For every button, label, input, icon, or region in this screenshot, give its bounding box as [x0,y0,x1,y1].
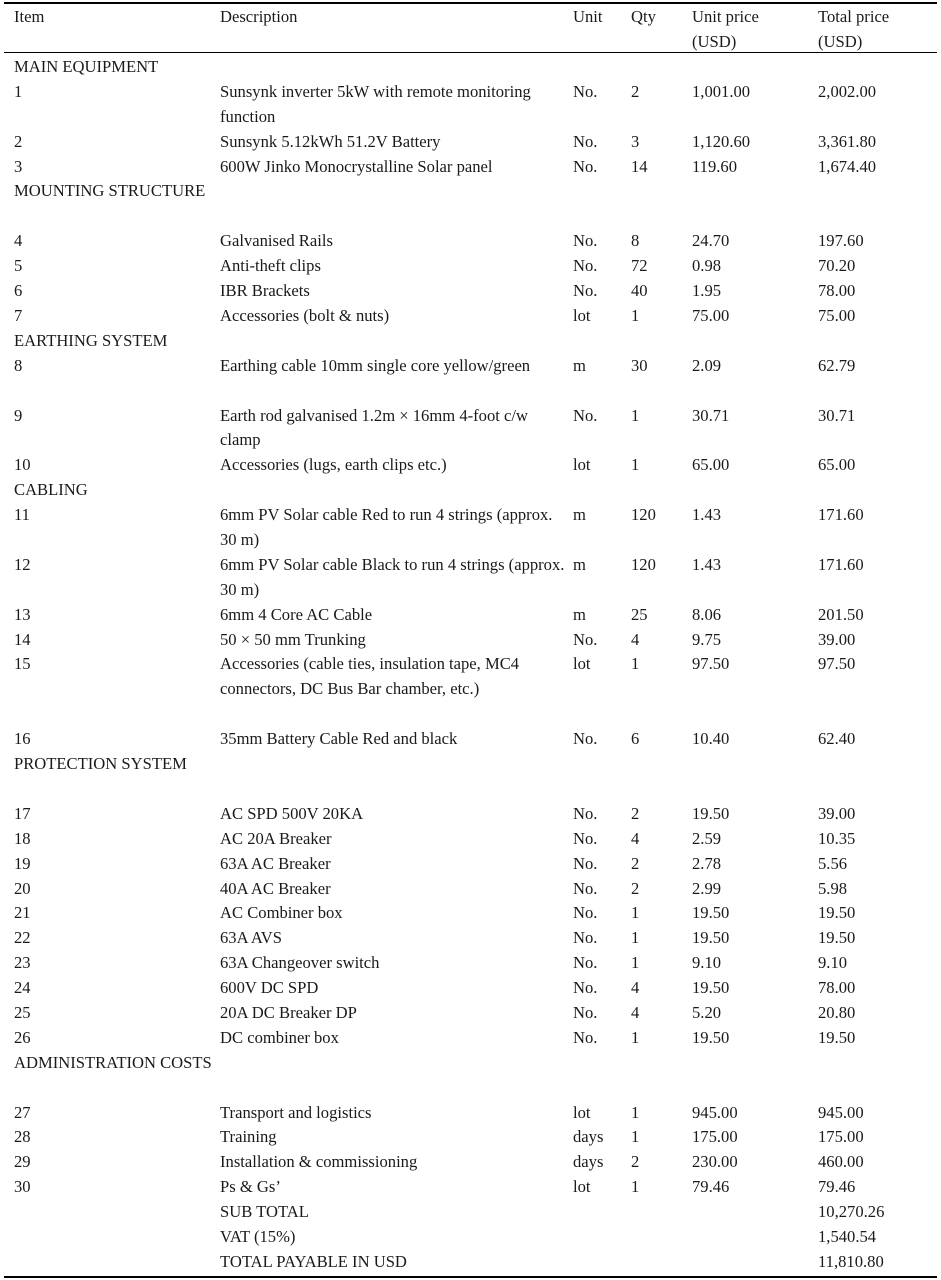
table-row [0,603,941,628]
item-qty: 2 [631,853,640,873]
item-number: 21 [14,903,31,923]
item-unit-price: 119.60 [692,156,738,176]
table-row [0,1125,941,1150]
item-number: 22 [14,928,31,948]
item-qty: 1 [631,1127,640,1147]
item-description: 63A AC Breaker [220,853,331,873]
item-total-price: 39.00 [818,629,856,649]
header-description: Description [220,7,298,26]
item-unit-price: 0.98 [692,256,722,276]
header-unit-price-line1: Unit price [692,7,759,26]
section-header-row [0,478,941,503]
item-qty: 120 [631,554,656,574]
item-total-price: 171.60 [818,505,864,525]
item-unit: No. [573,256,598,276]
item-unit-price: 1.43 [692,554,722,574]
table-row [0,453,941,478]
item-total-price: 10.35 [818,828,856,848]
item-total-price: 20.80 [818,1002,856,1022]
item-number: 20 [14,878,31,898]
item-description: 600W Jinko Monocrystalline Solar panel [220,156,493,176]
item-total-price: 97.50 [818,654,856,674]
total-row [0,1250,941,1275]
table-row [0,404,941,454]
item-number: 18 [14,828,31,848]
item-unit: lot [573,1177,591,1197]
item-unit-price: 10.40 [692,729,730,749]
table-row [0,553,941,603]
item-description: Ps & Gs’ [220,1177,281,1197]
table-row [0,503,941,553]
item-unit: No. [573,853,598,873]
item-unit: No. [573,156,598,176]
item-unit: No. [573,729,598,749]
item-unit: No. [573,828,598,848]
item-number: 26 [14,1027,31,1047]
item-qty: 1 [631,455,640,475]
item-qty: 2 [631,803,640,823]
item-qty: 8 [631,231,640,251]
item-number: 24 [14,978,31,998]
item-unit-price: 5.20 [692,1002,722,1022]
item-description: AC SPD 500V 20KA [220,803,364,823]
item-number: 11 [14,505,30,525]
item-qty: 4 [631,1002,640,1022]
item-number: 19 [14,853,31,873]
item-description: 6mm 4 Core AC Cable [220,604,373,624]
item-unit-price: 1,120.60 [692,131,751,151]
item-total-price: 171.60 [818,554,864,574]
item-unit: No. [573,903,598,923]
header-unit-price [692,5,759,54]
item-number: 7 [14,305,23,325]
item-total-price: 5.98 [818,878,848,898]
table-body [0,55,941,1275]
item-unit-price: 19.50 [692,928,730,948]
item-number: 10 [14,455,31,475]
item-total-price: 2,002.00 [818,81,877,101]
item-qty: 1 [631,405,640,425]
item-total-price: 3,361.80 [818,131,877,151]
table-header-row [0,4,941,52]
item-description: Accessories (lugs, earth clips etc.) [220,455,447,475]
item-total-price: 75.00 [818,305,856,325]
table-row [0,279,941,304]
item-unit-price: 2.59 [692,828,722,848]
item-total-price: 1,674.40 [818,156,877,176]
section-title: MOUNTING STRUCTURE [14,181,206,201]
item-unit-price: 230.00 [692,1152,738,1172]
item-number: 6 [14,281,23,301]
item-unit-price: 2.99 [692,878,722,898]
item-unit-price: 97.50 [692,654,730,674]
item-qty: 4 [631,978,640,998]
item-total-price: 19.50 [818,903,856,923]
item-description: 63A AVS [220,928,282,948]
item-description: 6mm PV Solar cable Black to run 4 strings (approx. 30 m) [220,554,565,599]
item-description: Anti-theft clips [220,256,321,276]
item-total-price: 9.10 [818,953,848,973]
item-unit-price: 175.00 [692,1127,738,1147]
item-unit: No. [573,803,598,823]
item-unit-price: 2.09 [692,355,722,375]
item-qty: 2 [631,878,640,898]
item-description: AC Combiner box [220,903,343,923]
item-number: 25 [14,1002,31,1022]
item-total-price: 62.40 [818,729,856,749]
item-number: 16 [14,729,31,749]
item-total-price: 70.20 [818,256,856,276]
table-row [0,827,941,852]
item-unit-price: 30.71 [692,405,730,425]
item-unit-price: 1,001.00 [692,81,751,101]
item-unit: No. [573,281,598,301]
item-unit-price: 79.46 [692,1177,730,1197]
table-row [0,1001,941,1026]
item-unit-price: 945.00 [692,1102,738,1122]
item-description: Accessories (bolt & nuts) [220,305,390,325]
table-row [0,130,941,155]
item-unit: days [573,1152,604,1172]
item-qty: 30 [631,355,648,375]
item-unit: No. [573,629,598,649]
table-row [0,1101,941,1126]
item-description: Transport and logistics [220,1102,372,1122]
item-number: 12 [14,554,31,574]
item-number: 2 [14,131,23,151]
item-number: 3 [14,156,23,176]
table-row [0,354,941,404]
item-total-price: 5.56 [818,853,848,873]
item-number: 13 [14,604,31,624]
item-unit: No. [573,131,598,151]
table-row [0,976,941,1001]
item-number: 27 [14,1102,31,1122]
section-title: CABLING [14,480,88,500]
section-header-row [0,55,941,80]
item-description: 63A Changeover switch [220,953,380,973]
item-qty: 1 [631,1102,640,1122]
header-total-price-line1: Total price [818,7,890,26]
item-unit-price: 19.50 [692,978,730,998]
item-unit: No. [573,1002,598,1022]
table-row [0,1150,941,1175]
item-unit-price: 19.50 [692,903,730,923]
section-header-row [0,752,941,802]
item-unit-price: 24.70 [692,231,730,251]
item-qty: 2 [631,1152,640,1172]
item-description: Training [220,1127,277,1147]
item-description: Earth rod galvanised 1.2m × 16mm 4-foot c/w clamp [220,405,528,450]
item-total-price: 175.00 [818,1127,864,1147]
header-bottom-rule [4,52,937,53]
item-unit-price: 75.00 [692,305,730,325]
item-total-price: 65.00 [818,455,856,475]
item-qty: 6 [631,729,640,749]
item-description: IBR Brackets [220,281,310,301]
item-unit: m [573,355,586,375]
table-row [0,926,941,951]
item-description: DC combiner box [220,1027,339,1047]
table-row [0,1026,941,1051]
item-total-price: 30.71 [818,405,856,425]
item-qty: 1 [631,654,640,674]
item-description: 600V DC SPD [220,978,319,998]
item-number: 1 [14,81,23,101]
item-unit-price: 19.50 [692,1027,730,1047]
item-description: 20A DC Breaker DP [220,1002,357,1022]
item-qty: 1 [631,305,640,325]
item-total-price: 19.50 [818,1027,856,1047]
item-total-price: 79.46 [818,1177,856,1197]
item-number: 29 [14,1152,31,1172]
total-row [0,1225,941,1250]
item-unit: No. [573,878,598,898]
item-number: 4 [14,231,23,251]
item-number: 23 [14,953,31,973]
header-qty: Qty [631,7,656,26]
table-row [0,877,941,902]
header-total-price-line2: (USD) [818,31,863,51]
item-description: Installation & commissioning [220,1152,418,1172]
item-qty: 1 [631,928,640,948]
item-unit-price: 9.75 [692,629,722,649]
item-total-price: 62.79 [818,355,856,375]
table-row [0,155,941,180]
item-number: 9 [14,405,23,425]
table-bottom-rule [4,1276,937,1278]
item-unit: No. [573,1027,598,1047]
item-qty: 4 [631,828,640,848]
item-unit: m [573,505,586,525]
section-header-row [0,179,941,229]
table-row [0,652,941,727]
item-unit: m [573,604,586,624]
item-number: 17 [14,803,31,823]
table-row [0,727,941,752]
item-total-price: 945.00 [818,1102,864,1122]
item-total-price: 460.00 [818,1152,864,1172]
item-unit: lot [573,1102,591,1122]
item-description: 35mm Battery Cable Red and black [220,729,458,749]
item-description: AC 20A Breaker [220,828,332,848]
item-number: 15 [14,654,31,674]
item-number: 30 [14,1177,31,1197]
item-qty: 3 [631,131,640,151]
item-unit-price: 9.10 [692,953,722,973]
item-qty: 72 [631,256,648,276]
item-qty: 25 [631,604,648,624]
item-unit-price: 19.50 [692,803,730,823]
section-title: EARTHING SYSTEM [14,330,168,350]
item-total-price: 78.00 [818,978,856,998]
total-row [0,1200,941,1225]
item-number: 8 [14,355,23,375]
item-number: 5 [14,256,23,276]
header-total-price [818,5,889,54]
item-unit: No. [573,81,598,101]
item-unit: No. [573,405,598,425]
item-qty: 1 [631,953,640,973]
table-row [0,229,941,254]
item-qty: 1 [631,1027,640,1047]
item-total-price: 78.00 [818,281,856,301]
table-row [0,628,941,653]
table-row [0,802,941,827]
item-qty: 120 [631,505,656,525]
section-title: ADMINISTRATION COSTS [14,1052,212,1072]
item-total-price: 39.00 [818,803,856,823]
item-qty: 1 [631,1177,640,1197]
item-unit-price: 2.78 [692,853,722,873]
section-title: MAIN EQUIPMENT [14,57,159,76]
item-qty: 1 [631,903,640,923]
table-row [0,304,941,329]
total-value: 10,270.26 [818,1202,885,1222]
item-qty: 14 [631,156,648,176]
item-description: Galvanised Rails [220,231,333,251]
item-unit: m [573,554,586,574]
section-header-row [0,329,941,354]
total-value: 1,540.54 [818,1227,877,1246]
table-row [0,80,941,130]
item-unit: lot [573,455,591,475]
total-label: SUB TOTAL [220,1202,309,1222]
item-qty: 4 [631,629,640,649]
item-unit: days [573,1127,604,1147]
item-unit: No. [573,953,598,973]
item-unit: lot [573,654,591,674]
header-unit-price-line2: (USD) [692,31,737,51]
table-row [0,901,941,926]
item-unit: No. [573,928,598,948]
table-row [0,1175,941,1200]
table-row [0,254,941,279]
section-title: PROTECTION SYSTEM [14,754,187,774]
item-unit-price: 65.00 [692,455,730,475]
item-unit-price: 1.43 [692,505,722,525]
item-unit: No. [573,978,598,998]
item-total-price: 19.50 [818,928,856,948]
item-total-price: 201.50 [818,604,864,624]
item-unit: lot [573,305,591,325]
item-description: 6mm PV Solar cable Red to run 4 strings (approx. 30 m) [220,505,553,549]
item-qty: 40 [631,281,648,301]
item-description: Sunsynk inverter 5kW with remote monitoring function [220,81,531,126]
item-unit-price: 1.95 [692,281,722,301]
total-value: 11,810.80 [818,1251,884,1271]
item-description: Earthing cable 10mm single core yellow/green [220,355,531,375]
item-number: 28 [14,1127,31,1147]
header-item: Item [14,7,45,26]
section-header-row [0,1051,941,1101]
item-total-price: 197.60 [818,231,864,251]
item-unit-price: 8.06 [692,604,722,624]
item-qty: 2 [631,81,640,101]
item-description: Accessories (cable ties, insulation tape, MC4 connectors, DC Bus Bar chamber, etc.) [220,654,520,699]
header-unit: Unit [573,7,603,26]
table-row [0,951,941,976]
table-row [0,852,941,877]
item-description: 50 × 50 mm Trunking [220,629,366,649]
item-description: 40A AC Breaker [220,878,331,898]
total-label: TOTAL PAYABLE IN USD [220,1251,407,1271]
item-number: 14 [14,629,31,649]
item-unit: No. [573,231,598,251]
item-description: Sunsynk 5.12kWh 51.2V Battery [220,131,441,151]
total-label: VAT (15%) [220,1227,296,1246]
